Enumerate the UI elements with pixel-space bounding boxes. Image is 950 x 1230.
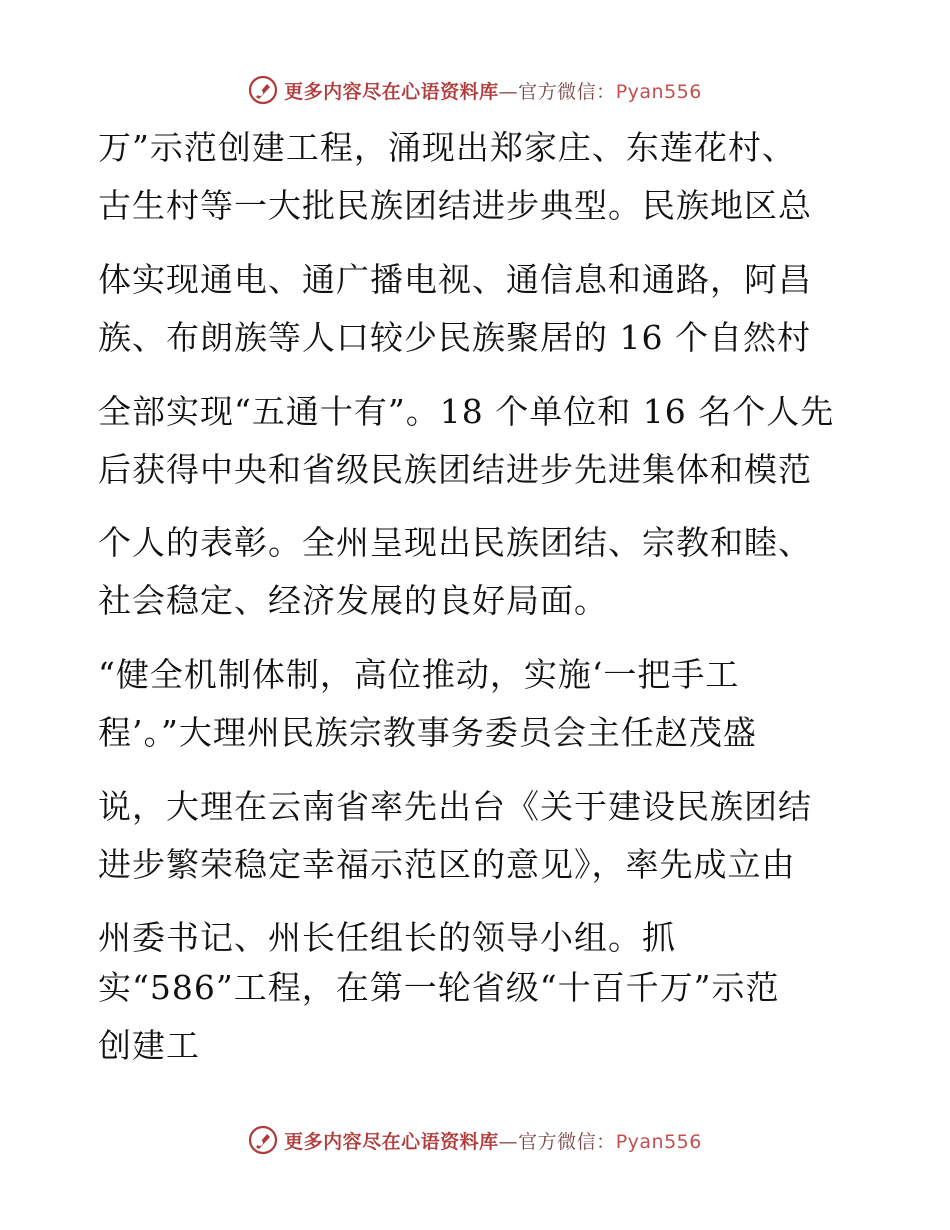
- text-line: 创建工: [98, 1026, 200, 1065]
- text-line: 体实现通电、通广播电视、通信息和通路，阿昌: [98, 260, 812, 299]
- text-line: 个人的表彰。全州呈现出民族团结、宗教和睦、: [98, 523, 812, 562]
- text-line: 进步繁荣稳定幸福示范区的意见》，率先成立由: [98, 845, 796, 884]
- text-line: 州委书记、州长任组长的领导小组。抓: [98, 918, 676, 957]
- footer-wechat-id: Pyan556: [615, 1130, 702, 1153]
- footer-brand-text: 更多内容尽在心语资料库: [284, 1130, 499, 1153]
- text-line: 万”示范创建工程，涌现出郑家庄、东莲花村、: [98, 128, 796, 167]
- header-dash: —: [498, 80, 519, 103]
- text-line: 社会稳定、经济发展的良好局面。: [98, 581, 608, 620]
- text-line: 后获得中央和省级民族团结进步先进集体和模范: [98, 450, 812, 489]
- footer-banner: [0, 1120, 950, 1160]
- text-line: 全部实现“五通十有”。18 个单位和 16 名个人先: [98, 392, 835, 431]
- text-line: 实“586”工程，在第一轮省级“十百千万”示范: [98, 968, 780, 1007]
- text-line: 说，大理在云南省率先出台《关于建设民族团结: [98, 787, 812, 826]
- text-line: “健全机制体制，高位推动，实施‘一把手工: [98, 655, 740, 694]
- text-line: 古生村等一大批民族团结进步典型。民族地区总: [98, 186, 812, 225]
- pen-logo-icon: [248, 1125, 278, 1155]
- footer-dash: —: [498, 1130, 519, 1153]
- header-wechat-label: 官方微信：: [518, 80, 616, 103]
- footer-wechat-label: 官方微信：: [518, 1130, 616, 1153]
- header-brand-text: 更多内容尽在心语资料库: [284, 80, 499, 103]
- text-line: 族、布朗族等人口较少民族聚居的 16 个自然村: [98, 318, 811, 357]
- header-wechat-id: Pyan556: [615, 80, 702, 103]
- text-line: 程’。”大理州民族宗教事务委员会主任赵茂盛: [98, 713, 757, 752]
- footer-text: [284, 1127, 702, 1154]
